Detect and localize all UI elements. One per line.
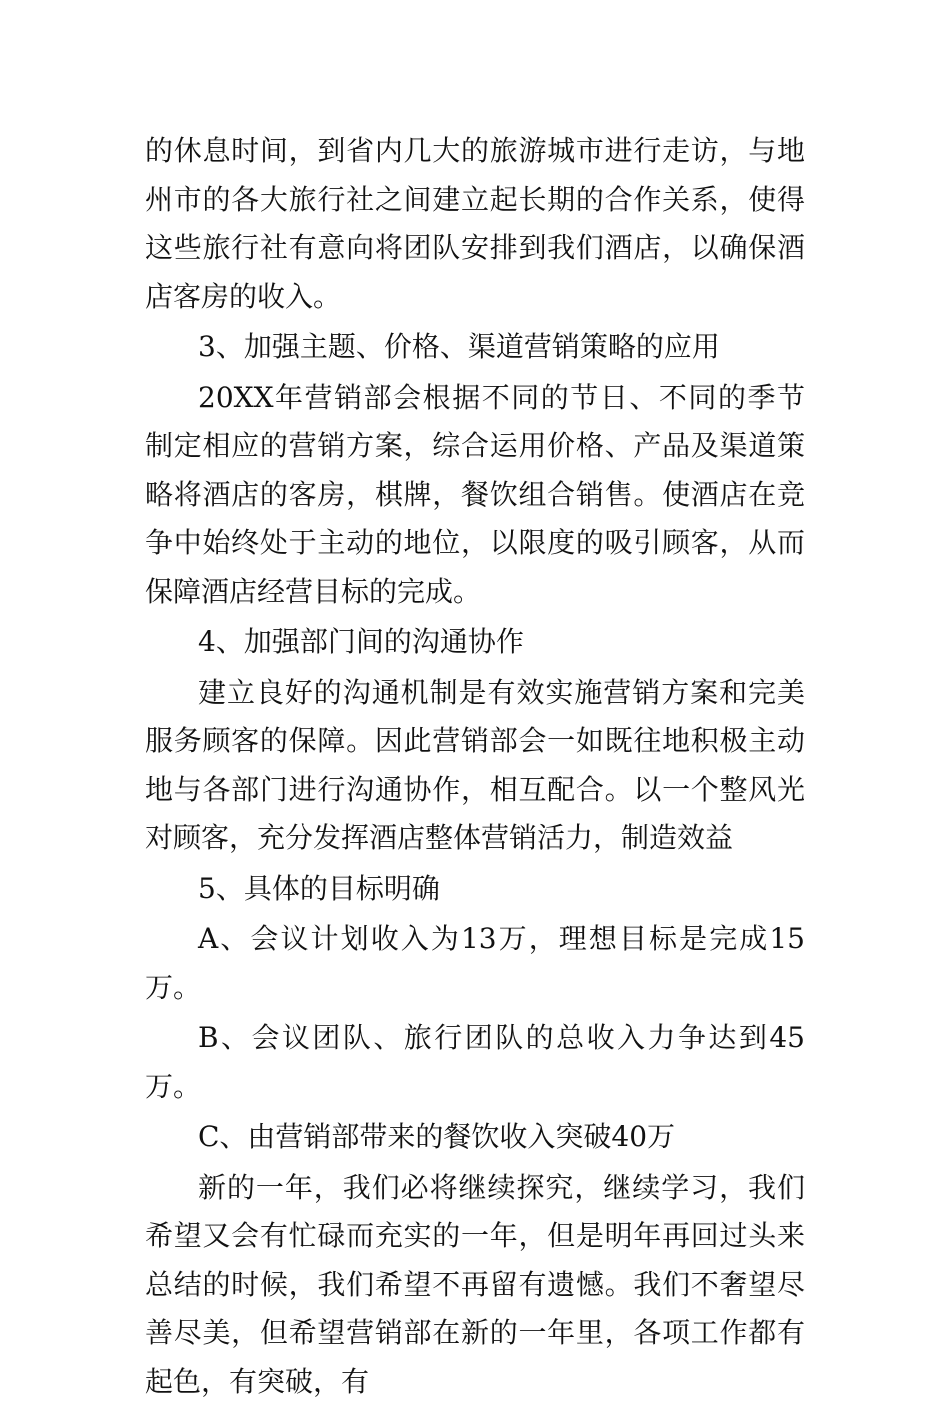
target-item-a: A、会议计划收入为13万，理想目标是完成15万。 bbox=[145, 915, 805, 1012]
paragraph-item-3: 20XX年营销部会根据不同的节日、不同的季节制定相应的营销方案，综合运用价格、产品及渠道策略将酒店的客房，棋牌，餐饮组合销售。使酒店在竞争中始终处于主动的地位，以限度的吸引顾客，从而保障酒店经营目标的完成。 bbox=[145, 374, 805, 617]
heading-item-3: 3、加强主题、价格、渠道营销策略的应用 bbox=[145, 323, 805, 372]
target-item-c: C、由营销部带来的餐饮收入突破40万 bbox=[145, 1113, 805, 1162]
document-page bbox=[145, 127, 805, 1406]
paragraph-item-4: 建立良好的沟通机制是有效实施营销方案和完美服务顾客的保障。因此营销部会一如既往地积极主动地与各部门进行沟通协作，相互配合。以一个整风光对顾客，充分发挥酒店整体营销活力，制造效益 bbox=[145, 669, 805, 863]
target-item-b: B、会议团队、旅行团队的总收入力争达到45万。 bbox=[145, 1014, 805, 1111]
paragraph-closing: 新的一年，我们必将继续探究，继续学习，我们希望又会有忙碌而充实的一年，但是明年再回过头来总结的时候，我们希望不再留有遗憾。我们不奢望尽善尽美，但希望营销部在新的一年里，各项工作都有起色，有突破，有 bbox=[145, 1164, 805, 1406]
heading-item-4: 4、加强部门间的沟通协作 bbox=[145, 618, 805, 667]
paragraph-intro: 的休息时间，到省内几大的旅游城市进行走访，与地州市的各大旅行社之间建立起长期的合作关系，使得这些旅行社有意向将团队安排到我们酒店，以确保酒店客房的收入。 bbox=[145, 127, 805, 321]
heading-item-5: 5、具体的目标明确 bbox=[145, 865, 805, 914]
